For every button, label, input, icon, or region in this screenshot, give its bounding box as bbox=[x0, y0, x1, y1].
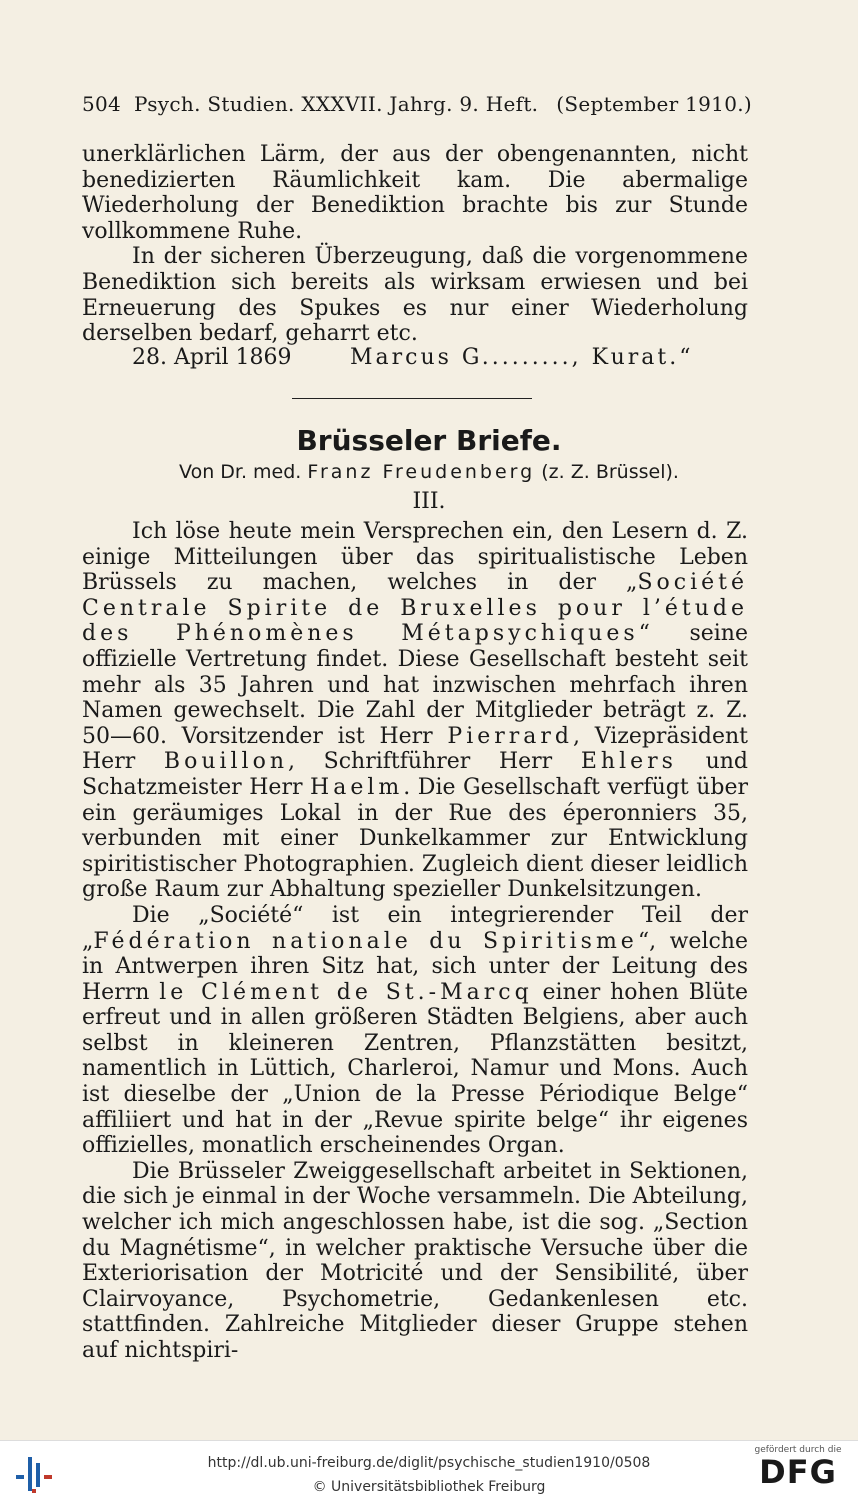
text-run: , Schriftführer Herr bbox=[288, 749, 581, 775]
text-run: “, welche in Antwerpen ihren Sitz hat, sich unter der Leitung des Herrn bbox=[82, 928, 748, 1005]
page-number: 504 bbox=[82, 92, 122, 116]
text-run: “ seine offizielle Vertretung findet. Diese Gesellschaft besteht seit mehr als 35 Jahren und hat inzwischen mehrfach ihren Namen gewechselt. Die Zahl der Mitglieder beträgt z. Z. 50—60. Vorsitzender ist Herr bbox=[82, 621, 748, 749]
article-byline bbox=[0, 461, 858, 483]
person-name: Haelm bbox=[310, 774, 404, 800]
journal-title: Psych. Studien. XXXVII. Jahrg. 9. Heft. bbox=[134, 92, 539, 116]
byline-suffix: (z. Z. Brüssel). bbox=[541, 461, 679, 483]
viewer-footer bbox=[0, 1440, 858, 1503]
society-name: Société Centrale Spirite de Bruxelles pour l’étude des Phénomènes Métapsychiques bbox=[82, 570, 748, 647]
intro-paragraph-1: unerklärlichen Lärm, der aus der obengenannten, nicht benedizierten Räumlichkeit kam. Die abermalige Wiederholung der Benediktion brachte bis zur Stunde vollkommene Ruhe. bbox=[82, 142, 748, 244]
article-title: Brüsseler Briefe. bbox=[296, 424, 562, 457]
text-run: Die „Société“ ist ein integrierender Teil der „ bbox=[82, 902, 748, 954]
copyright-notice: © Universitätsbibliothek Freiburg bbox=[312, 1479, 546, 1495]
text-run: und Schatzmeister Herr bbox=[82, 749, 749, 800]
body-paragraph-3: Die Brüsseler Zweiggesellschaft arbeitet in Sektionen, die sich je einmal in der Woche versammeln. Die Abteilung, welcher ich mich angeschlossen habe, ist die sog. „Section du Magnétisme“, in welcher praktische Versuche über die Exteriorisation der Motricité und der Sensibilité, über Clairvoyance, Psychometrie, Gedankenlesen etc. stattfinden. Zahlreiche Mitglieder dieser Gruppe stehen auf nichtspiri- bbox=[82, 1158, 748, 1363]
text-run: . Die Gesellschaft verfügt über ein geräumiges Lokal in der Rue des éperonniers 35, verbunden mit einer Dunkelkammer zur Entwicklung spiritistischer Photographien. Zugleich dient dieser leidlich große Raum zur Abhaltung spezieller Dunkelsitzungen. bbox=[82, 774, 748, 903]
section-divider bbox=[292, 398, 532, 399]
article-body bbox=[82, 519, 748, 1364]
signature-name: Marcus G........., Kurat.“ bbox=[350, 345, 694, 370]
dfg-caption: gefördert durch die bbox=[754, 1445, 842, 1455]
signature-date: 28. April 1869 bbox=[132, 345, 292, 370]
part-number: III. bbox=[412, 489, 446, 514]
running-header bbox=[82, 92, 752, 124]
byline-author: Franz Freudenberg bbox=[307, 461, 536, 483]
dfg-logo bbox=[748, 1445, 848, 1499]
intro-text bbox=[82, 142, 748, 347]
person-name: Bouillon bbox=[163, 749, 289, 775]
federation-name: Fédération nationale du Spiritisme bbox=[93, 928, 638, 954]
source-url[interactable]: http://dl.ub.uni-freiburg.de/diglit/psychische_studien1910/0508 bbox=[207, 1455, 651, 1471]
body-paragraph-1 bbox=[82, 519, 748, 903]
issue-date: (September 1910.) bbox=[556, 92, 752, 116]
person-name: Pierrard bbox=[447, 723, 573, 749]
dfg-wordmark: DFG bbox=[759, 1453, 837, 1491]
text-run: , Vizepräsident Herr bbox=[82, 723, 748, 775]
person-name: le Clément de St.-Marcq bbox=[159, 979, 533, 1005]
text-run: Ich löse heute mein Versprechen ein, den Lesern d. Z. einige Mitteilungen über das spiritualistische Leben Brüssels zu machen, welches in der „ bbox=[82, 519, 748, 596]
intro-paragraph-2: In der sicheren Überzeugung, daß die vorgenommene Benediktion sich bereits als wirksam erwiesen und bei Erneuerung des Spukes es nur einer Wiederholung derselben bedarf, geharrt etc. bbox=[82, 244, 748, 347]
byline-prefix: Von Dr. med. bbox=[179, 461, 302, 483]
text-run: einer hohen Blüte erfreut und in allen größeren Städten Belgiens, aber auch selbst in kleineren Zentren, Pflanzstätten besitzt, namentlich in Lüttich, Charleroi, Namur und Mons. Auch ist dieselbe der „Union de la Presse Périodique Belge“ affiliiert und hat in der „Revue spirite belge“ ihr eigenes offizielles, monatlich erscheinendes Organ. bbox=[82, 979, 748, 1159]
body-paragraph-2 bbox=[82, 903, 748, 1159]
person-name: Ehlers bbox=[580, 749, 677, 775]
